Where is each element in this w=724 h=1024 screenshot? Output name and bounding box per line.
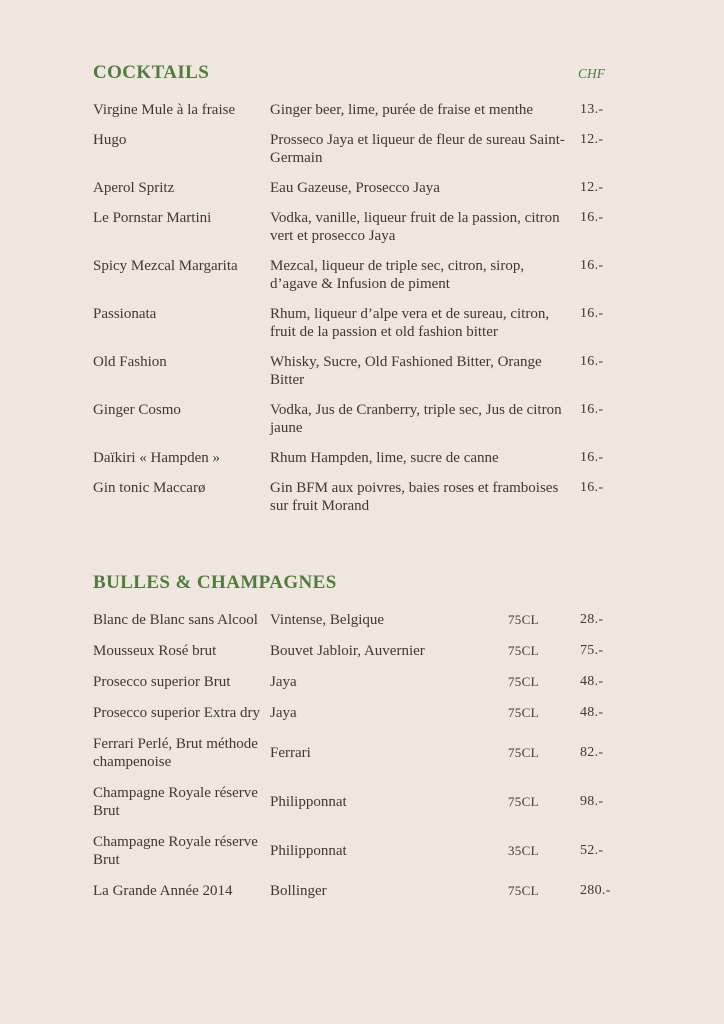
item-description: Bouvet Jabloir, Auvernier xyxy=(270,643,425,659)
item-price: 12.- xyxy=(580,180,604,195)
menu-item-row xyxy=(93,735,684,771)
menu-item-row xyxy=(93,704,684,722)
item-size: 75CL xyxy=(508,705,539,720)
item-size: 75CL xyxy=(508,643,539,658)
item-price: 16.- xyxy=(580,354,604,369)
item-price: 28.- xyxy=(580,612,604,627)
item-size: 35CL xyxy=(508,843,539,858)
menu-item-row xyxy=(93,642,684,660)
item-price: 13.- xyxy=(580,102,604,117)
item-price: 12.- xyxy=(580,132,604,147)
item-name: Ginger Cosmo xyxy=(93,402,181,418)
item-description: Jaya xyxy=(270,705,297,721)
item-description: Vintense, Belgique xyxy=(270,612,385,628)
section-rows xyxy=(93,611,684,900)
menu-item-row xyxy=(93,101,684,119)
item-name: La Grande Année 2014 xyxy=(93,883,233,899)
menu-item-row xyxy=(93,179,684,197)
menu-item-row xyxy=(93,401,684,437)
section-header xyxy=(93,60,605,85)
item-price: 16.- xyxy=(580,450,604,465)
menu-item-row xyxy=(93,209,684,245)
item-price: 52.- xyxy=(580,843,604,858)
item-price: 75.- xyxy=(580,643,604,658)
item-name: Le Pornstar Martini xyxy=(93,210,212,226)
item-description: Mezcal, liqueur de triple sec, citron, sirop, d’agave & Infusion de piment xyxy=(270,258,525,292)
menu-item-row xyxy=(93,305,684,341)
item-name: Old Fashion xyxy=(93,354,167,370)
item-price: 16.- xyxy=(580,258,604,273)
item-name: Hugo xyxy=(93,132,127,148)
item-price: 98.- xyxy=(580,794,604,809)
menu-item-row xyxy=(93,353,684,389)
item-name: Champagne Royale réserve Brut xyxy=(93,834,258,868)
section-title: COCKTAILS xyxy=(93,62,210,83)
item-description: Rhum, liqueur d’alpe vera et de sureau, citron, fruit de la passion et old fashion bitter xyxy=(270,306,550,340)
menu-item-row xyxy=(93,131,684,167)
menu-item-row xyxy=(93,611,684,629)
item-description: Philipponnat xyxy=(270,794,347,810)
item-size: 75CL xyxy=(508,745,539,760)
menu-item-row xyxy=(93,833,684,869)
menu-item-row xyxy=(93,673,684,691)
item-price: 48.- xyxy=(580,674,604,689)
item-size: 75CL xyxy=(508,883,539,898)
item-description: Ginger beer, lime, purée de fraise et menthe xyxy=(270,102,534,118)
item-size: 75CL xyxy=(508,794,539,809)
item-price: 48.- xyxy=(580,705,604,720)
item-name: Passionata xyxy=(93,306,157,322)
item-description: Vodka, Jus de Cranberry, triple sec, Jus de citron jaune xyxy=(270,402,562,436)
item-description: Eau Gazeuse, Prosecco Jaya xyxy=(270,180,440,196)
menu-section xyxy=(93,570,684,900)
item-name: Prosecco superior Extra dry xyxy=(93,705,261,721)
item-price: 16.- xyxy=(580,306,604,321)
item-description: Jaya xyxy=(270,674,297,690)
item-description: Whisky, Sucre, Old Fashioned Bitter, Orange Bitter xyxy=(270,354,542,388)
section-header xyxy=(93,570,605,595)
menu-item-row xyxy=(93,449,684,467)
item-price: 16.- xyxy=(580,402,604,417)
item-name: Prosecco superior Brut xyxy=(93,674,231,690)
item-price: 280.- xyxy=(580,883,611,898)
item-price: 16.- xyxy=(580,210,604,225)
item-name: Aperol Spritz xyxy=(93,180,175,196)
item-size: 75CL xyxy=(508,674,539,689)
item-name: Daïkiri « Hampden » xyxy=(93,450,221,466)
currency-label: CHF xyxy=(578,66,605,81)
menu-item-row xyxy=(93,479,684,515)
item-description: Rhum Hampden, lime, sucre de canne xyxy=(270,450,499,466)
item-description: Ferrari xyxy=(270,745,311,761)
item-name: Virgine Mule à la fraise xyxy=(93,102,236,118)
item-price: 82.- xyxy=(580,745,604,760)
item-description: Bollinger xyxy=(270,883,327,899)
item-name: Gin tonic Maccarø xyxy=(93,480,206,496)
menu-item-row xyxy=(93,257,684,293)
item-name: Blanc de Blanc sans Alcool xyxy=(93,612,258,628)
item-description: Gin BFM aux poivres, baies roses et framboises sur fruit Morand xyxy=(270,480,559,514)
menu-section xyxy=(93,60,684,515)
item-price: 16.- xyxy=(580,480,604,495)
menu-item-row xyxy=(93,882,684,900)
item-name: Spicy Mezcal Margarita xyxy=(93,258,238,274)
menu-sections xyxy=(93,60,684,900)
section-rows xyxy=(93,101,684,515)
item-description: Philipponnat xyxy=(270,843,347,859)
item-name: Ferrari Perlé, Brut méthode champenoise xyxy=(93,736,258,770)
menu-item-row xyxy=(93,784,684,820)
section-title: BULLES & CHAMPAGNES xyxy=(93,572,337,593)
item-description: Prosseco Jaya et liqueur de fleur de sureau Saint-Germain xyxy=(270,132,565,166)
item-size: 75CL xyxy=(508,612,539,627)
item-name: Mousseux Rosé brut xyxy=(93,643,217,659)
item-name: Champagne Royale réserve Brut xyxy=(93,785,258,819)
item-description: Vodka, vanille, liqueur fruit de la passion, citron vert et prosecco Jaya xyxy=(270,210,560,244)
